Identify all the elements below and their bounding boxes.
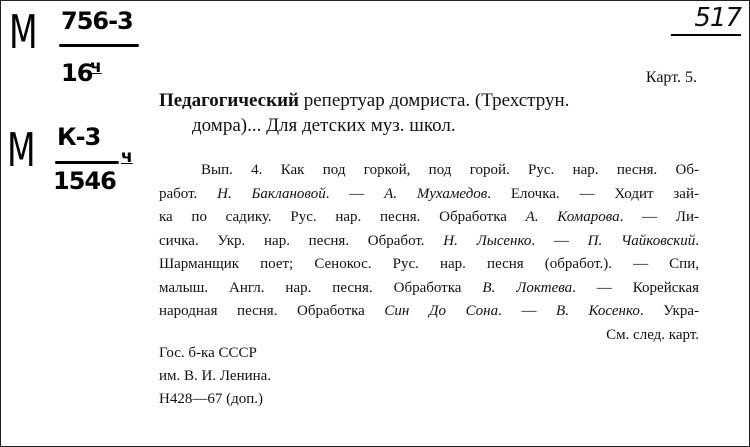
author-name: А. Мухамедов (384, 185, 488, 202)
contents-text: . — (531, 232, 588, 249)
contents-text: малыш. Англ. нар. песня. Обработка (159, 279, 483, 296)
author-name: Н. Лысенко (443, 232, 532, 249)
author-name: Син До Сона (384, 303, 499, 319)
inventory-stamp: 517 (694, 3, 741, 33)
contents-line (159, 230, 699, 254)
contents-line (159, 183, 699, 207)
contents-text: . Елочка. — Ходит зай- (487, 185, 699, 202)
shelfmark-1-letter: М (9, 5, 38, 59)
contents-line (159, 277, 699, 301)
shelfmark-1-sub: ч (90, 57, 102, 77)
contents-text: См. след. карт. (606, 326, 699, 343)
library-imprint (159, 342, 271, 411)
contents-line (159, 159, 699, 183)
contents-text: . — Ли- (619, 209, 699, 225)
author-name: А. Комарова (525, 209, 620, 225)
contents-text: . (695, 232, 699, 249)
contents-text: Шарманщик поет; Сенокос. Рус. нар. песня (обработ.). — Спи, (159, 256, 699, 272)
contents-text: . — (498, 303, 557, 319)
library-line-3: Н428—67 (доп.) (159, 391, 263, 407)
shelfmark-1-bottom: 16 (61, 59, 93, 87)
library-line-1: Гос. б-ка СССР (159, 345, 257, 361)
shelfmark-2-top: К-3 (57, 123, 101, 151)
library-line-2: им. В. И. Ленина. (159, 368, 272, 384)
author-name: В. Косенко (556, 303, 640, 319)
title-bold: Педагогический (159, 90, 299, 111)
contents-line (159, 300, 699, 324)
contents-text: Вып. 4. Как под горкой, под горой. Рус. нар. песня. Об- (201, 162, 699, 178)
shelfmark-2-bottom: 1546 (53, 167, 116, 195)
contents-text: народная песня. Обработка (159, 303, 385, 319)
contents-text: . — Корейская (572, 279, 699, 296)
author-name: В. Локтева (482, 279, 573, 296)
contents-text: ка по садику. Рус. нар. песня. Обработка (159, 209, 526, 225)
shelfmark-2-sub: ч (121, 147, 133, 167)
shelfmark-1-divider (59, 44, 139, 47)
shelfmark-2-letter: М (7, 123, 36, 177)
title-rest: репертуар домриста. (Трехструн. (298, 90, 570, 111)
author-name: П. Чайковский (587, 232, 696, 249)
contents-text: . Укра- (639, 303, 699, 319)
author-name: Н. Баклановой (217, 185, 326, 202)
contents-note (159, 159, 699, 347)
contents-text: сичка. Укр. нар. песня. Обработ. (159, 232, 444, 249)
contents-text: работ. (159, 185, 218, 202)
contents-line (159, 253, 699, 277)
stamp-underline (671, 34, 741, 36)
shelfmark-2-divider (55, 161, 119, 164)
contents-line (159, 206, 699, 230)
title-line-1 (159, 90, 569, 112)
title-line-2: домра)... Для детских муз. школ. (192, 115, 456, 136)
card-number: Карт. 5. (645, 69, 697, 86)
shelfmark-1-top: 756-3 (61, 7, 133, 35)
contents-text: . — (325, 185, 385, 202)
